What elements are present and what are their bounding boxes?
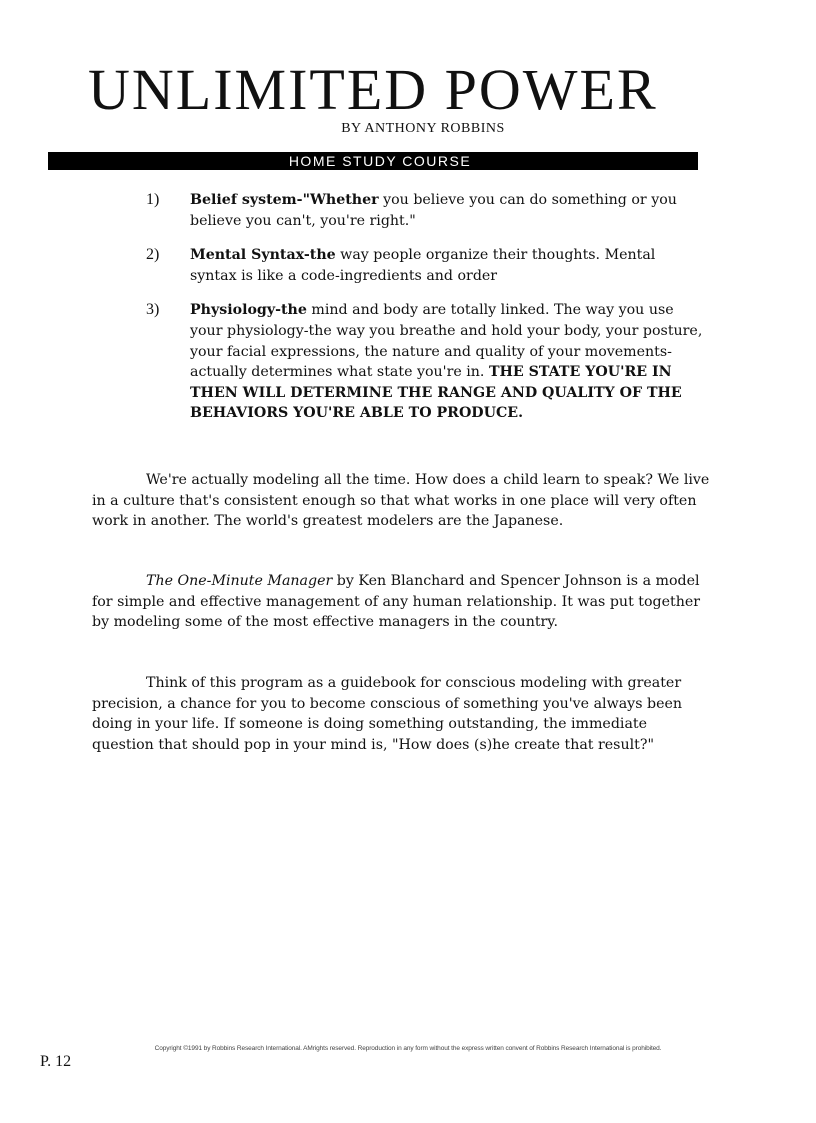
paragraph-one-minute-manager bbox=[92, 571, 712, 633]
copyright-notice: Copyright ©1991 by Robbins Research International. AMrights reserved. Reproduction in any form without the express written convent of Robbins Research International is prohibited. bbox=[154, 1045, 662, 1052]
paragraph-modeling: We're actually modeling all the time. How does a child learn to speak? We live in a culture that's consistent enough so that what works in one place will very often work in another. The world's greatest modelers are the Japanese. bbox=[92, 472, 710, 530]
list-item bbox=[146, 300, 706, 424]
list-term: Mental Syntax-the bbox=[190, 247, 336, 264]
list-item bbox=[146, 190, 706, 231]
list-term: Physiology-the bbox=[190, 302, 307, 319]
document-title: UNLIMITED POWER bbox=[88, 57, 658, 122]
author-byline: BY ANTHONY ROBBINS bbox=[341, 121, 505, 136]
list-number: 2) bbox=[146, 246, 160, 264]
list-emphasis: THE STATE YOU'RE IN THEN WILL DETERMINE THE RANGE AND QUALITY OF THE BEHAVIORS YOU'RE ABLE TO PRODUCE. bbox=[190, 364, 682, 422]
numbered-list bbox=[146, 190, 706, 438]
list-text: you believe you can do something or you believe you can't, you're right." bbox=[190, 192, 677, 229]
book-title: The One-Minute Manager bbox=[146, 573, 333, 589]
paragraph-text: by Ken Blanchard and Spencer Johnson is a model for simple and effective management of any human relationship. It was put together by modeling some of the most effective managers in the country. bbox=[92, 573, 701, 631]
list-term: Belief system-"Whether bbox=[190, 192, 379, 208]
page-number: P. 12 bbox=[40, 1053, 72, 1070]
course-banner bbox=[48, 152, 698, 170]
paragraph-guidebook: Think of this program as a guidebook for conscious modeling with greater precision, a chance for you to become conscious of something you've always been doing in your life. If someone is doing something outstanding, the immediate question that should pop in your mind is, "How does (s)he create that result?" bbox=[92, 675, 682, 753]
course-banner-label: HOME STUDY COURSE bbox=[288, 153, 472, 169]
list-item bbox=[146, 245, 706, 286]
list-text: mind and body are totally linked. The way you use your physiology-the way you breathe and hold your body, your posture, your facial expressions, the nature and quality of your movements-actually determines what state you're in. bbox=[190, 302, 703, 381]
list-number: 1) bbox=[146, 191, 160, 208]
list-text: way people organize their thoughts. Mental syntax is like a code-ingredients and order bbox=[190, 247, 656, 284]
list-number: 3) bbox=[146, 301, 160, 319]
